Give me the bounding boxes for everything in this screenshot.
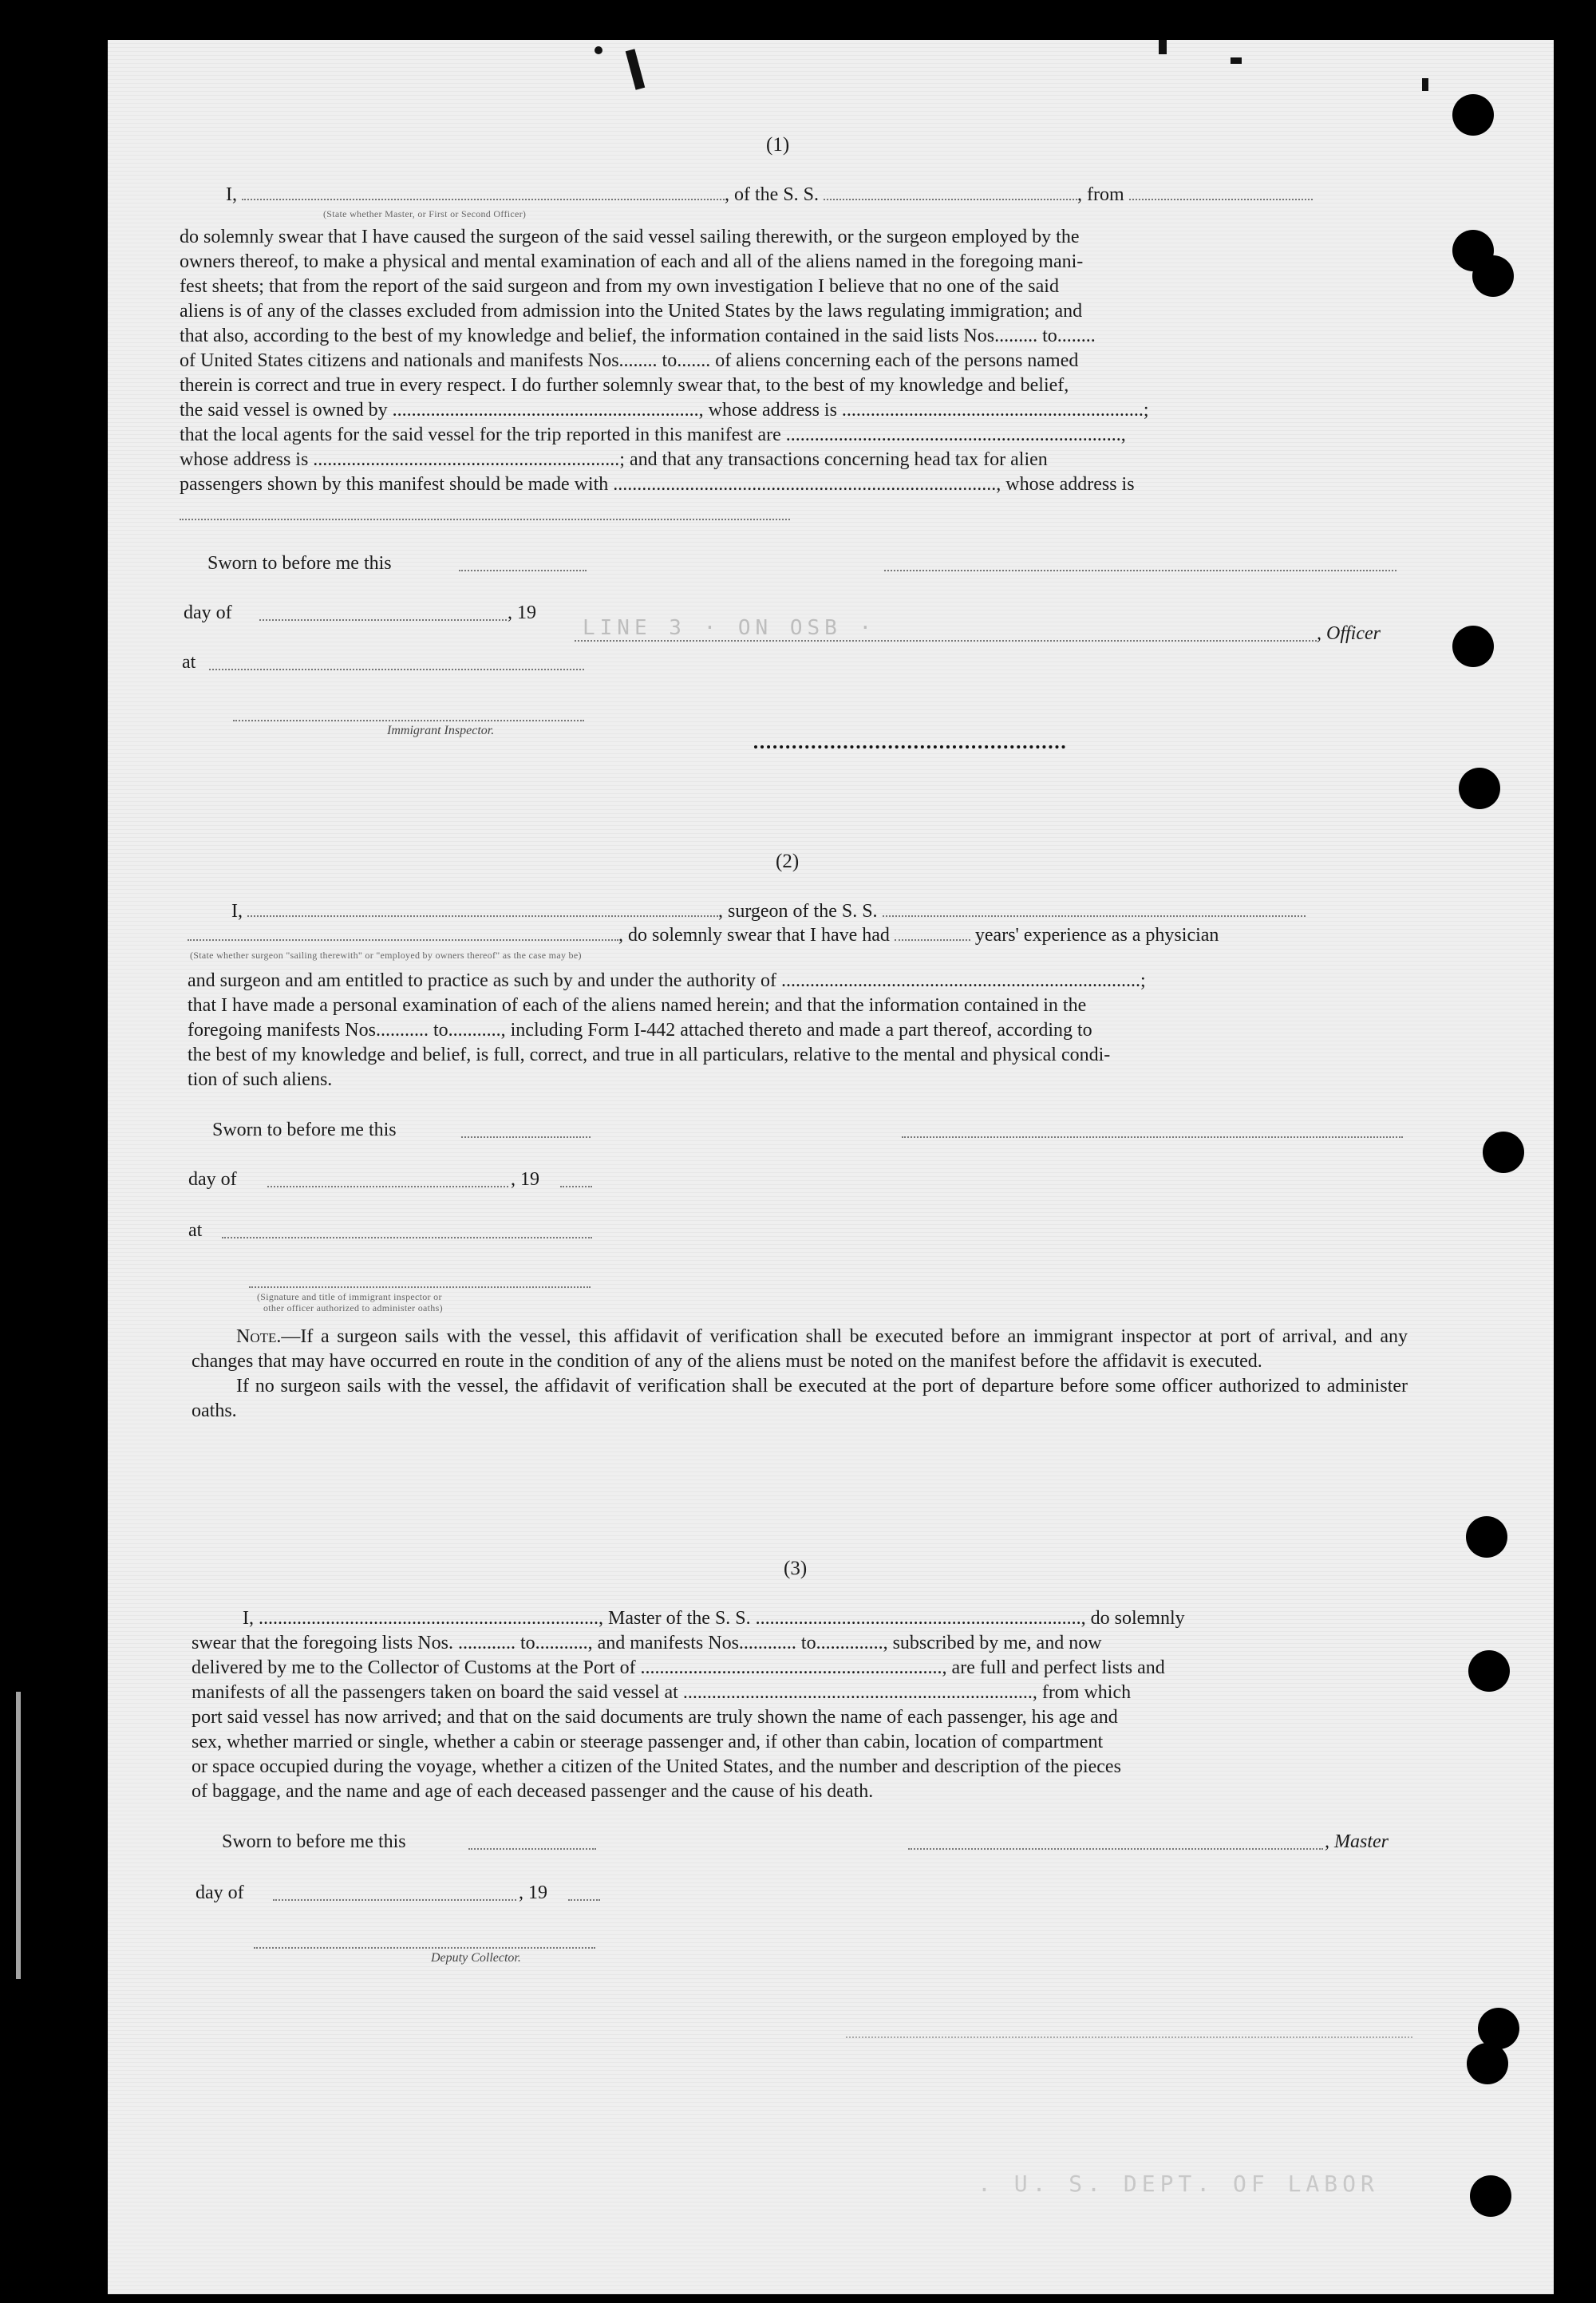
section-3-line: of baggage, and the name and age of each deceased passenger and the cause of his death. <box>192 1781 874 1802</box>
surgeon-vessel-field[interactable] <box>883 901 1306 917</box>
punch-hole <box>1466 1516 1507 1558</box>
oath-lead: I, <box>231 901 243 922</box>
section-1-line: aliens is of any of the classes excluded from admission into the United States by the laws regulating immigration; and <box>180 301 1083 322</box>
sworn-label: Sworn to before me this <box>222 1831 406 1852</box>
month-field[interactable] <box>267 1176 508 1187</box>
section-3-line: or space occupied during the voyage, whether a citizen of the United States, and the number and description of the pieces <box>192 1756 1121 1777</box>
section-1-line: passengers shown by this manifest should be made with ................................................................................, whose address is <box>180 474 1135 495</box>
section-1-body <box>180 225 1399 497</box>
ink-speck <box>1422 78 1428 91</box>
stamp-text: . U. S. DEPT. OF LABOR <box>978 2171 1379 2197</box>
section-3-line: swear that the foregoing lists Nos. ............ to..........., and manifests Nos............ to.............., subscribed by me, and now <box>192 1633 1102 1653</box>
section-3-line: I, ......................................................................., Master of the S. S. ...................................................................., do solemnly <box>243 1608 1185 1629</box>
experience-text: years' experience as a physician <box>974 925 1219 946</box>
section-3-body <box>192 1606 1412 1804</box>
punch-hole <box>1468 1650 1510 1692</box>
inspector-signature-line[interactable] <box>233 710 584 721</box>
at-label: at <box>188 1220 203 1241</box>
master-label <box>1325 1829 1389 1855</box>
section-3-line: sex, whether married or single, whether a cabin or steerage passenger and, if other than cabin, location of compartment <box>192 1732 1104 1752</box>
section-2-line: tion of such aliens. <box>188 1069 333 1090</box>
punch-hole <box>1459 768 1500 809</box>
note-label: Note. <box>236 1326 282 1347</box>
section-1-line: that the local agents for the said vessel for the trip reported in this manifest are ......................................................................, <box>180 425 1126 445</box>
section-2-oath-line <box>231 899 1306 924</box>
punch-hole <box>1483 1132 1524 1173</box>
section-1-line: fest sheets; that from the report of the said surgeon and from my own investigation I believe that no one of the said <box>180 276 1059 297</box>
collector-signature-line[interactable] <box>254 1938 595 1949</box>
section-2-number: (2) <box>776 851 800 872</box>
officer-line[interactable] <box>575 630 1317 642</box>
section-1-line: owners thereof, to make a physical and mental examination of each and all of the aliens named in the foregoing mani- <box>180 251 1084 272</box>
swear-text: , do solemnly swear that I have had <box>618 925 890 946</box>
section-3-number: (3) <box>784 1558 808 1579</box>
from-label: , from <box>1077 184 1124 205</box>
ink-speck <box>16 1692 21 1979</box>
section-2-swear-line <box>188 922 1219 948</box>
section-3-line: delivered by me to the Collector of Customs at the Port of ..............................................................., are full and perfect lists and <box>192 1657 1165 1678</box>
surgeon-type-caption: (State whether surgeon "sailing therewith" or "employed by owners thereof" as the case may be) <box>190 950 582 961</box>
section-1-line: the said vessel is owned by ................................................................, whose address is ...............................................................; <box>180 400 1149 421</box>
section-1-line: that also, according to the best of my knowledge and belief, the information contained in the said lists Nos......... to........ <box>180 326 1096 346</box>
collector-caption: Deputy Collector. <box>431 1951 521 1965</box>
at-place-field[interactable] <box>209 659 584 670</box>
officer-signature-line[interactable] <box>884 559 1396 571</box>
punch-hole <box>1472 255 1514 297</box>
stamp-text: LINE 3 · ON OSB · <box>583 616 877 640</box>
note-block <box>192 1325 1408 1424</box>
year-label: , 19 <box>511 1169 539 1190</box>
bottom-rule <box>846 2036 1412 2038</box>
note-text-1: —If a surgeon sails with the vessel, this affidavit of verification shall be executed before an immigrant inspector at port of arrival, and any changes that may have occurred en route in the condition of any of the aliens must be noted on the manifest before the affidavit is executed. <box>192 1326 1408 1372</box>
sworn-label: Sworn to before me this <box>212 1120 397 1140</box>
surgeon-type-field[interactable] <box>188 925 618 941</box>
surgeon-signature-line[interactable] <box>902 1127 1403 1138</box>
signature-caption-line-2: other officer authorized to administer oaths) <box>263 1302 443 1313</box>
sworn-day-field[interactable] <box>461 1127 591 1138</box>
punch-hole <box>1467 2043 1508 2084</box>
section-1-line: therein is correct and true in every respect. I do further solemnly swear that, to the best of my knowledge and belief, <box>180 375 1069 396</box>
inspector-caption: Immigrant Inspector. <box>387 724 495 737</box>
officer-rank-field[interactable] <box>242 184 725 200</box>
signature-caption-line-1: (Signature and title of immigrant inspector or <box>257 1291 442 1302</box>
ink-speck <box>595 46 602 54</box>
officer-rank-caption: (State whether Master, or First or Second Officer) <box>323 208 527 219</box>
section-2-line: and surgeon and am entitled to practice as such by and under the authority of ...........................................................................; <box>188 970 1146 991</box>
year-field[interactable] <box>568 1890 600 1901</box>
surgeon-name-field[interactable] <box>247 901 718 917</box>
section-1-line: of United States citizens and nationals and manifests Nos........ to....... of aliens concerning each of the persons named <box>180 350 1079 371</box>
section-2-line: foregoing manifests Nos........... to..........., including Form I-442 attached thereto and made a part thereof, according to <box>188 1020 1092 1041</box>
year-field[interactable] <box>560 1176 592 1187</box>
note-paragraph-1 <box>192 1325 1408 1374</box>
section-2-body <box>188 969 1404 1092</box>
section-3-line: manifests of all the passengers taken on board the said vessel at ........................................................................., from which <box>192 1682 1132 1703</box>
ink-speck <box>1231 57 1242 64</box>
sworn-day-field[interactable] <box>459 559 587 571</box>
section-1-oath-line <box>226 182 1313 207</box>
vessel-label: , of the S. S. <box>725 184 820 205</box>
at-label: at <box>182 652 196 673</box>
section-1-line: whose address is ................................................................; and that any transactions concerning head tax for alien <box>180 449 1048 470</box>
vessel-name-field[interactable] <box>824 184 1077 200</box>
inspector-signature-line[interactable] <box>249 1277 591 1288</box>
year-label: , 19 <box>508 602 536 623</box>
master-label-text: , Master <box>1325 1831 1389 1852</box>
day-of-label: day of <box>188 1169 237 1190</box>
year-label: , 19 <box>519 1882 547 1903</box>
sworn-label: Sworn to before me this <box>207 553 392 574</box>
punch-hole <box>1452 94 1494 136</box>
officer-label <box>1317 621 1381 646</box>
at-place-field[interactable] <box>222 1227 592 1238</box>
day-of-label: day of <box>196 1882 244 1903</box>
address-continuation-field[interactable] <box>180 511 790 520</box>
surgeon-label: , surgeon of the S. S. <box>718 901 878 922</box>
section-3-line: port said vessel has now arrived; and that on the said documents are truly shown the name of each passenger, his age and <box>192 1707 1118 1728</box>
section-1-line: do solemnly swear that I have caused the surgeon of the said vessel sailing therewith, or the surgeon employed by the <box>180 227 1080 247</box>
oath-lead: I, <box>226 184 237 205</box>
day-of-label: day of <box>184 602 232 623</box>
sworn-day-field[interactable] <box>468 1839 596 1850</box>
section-2-line: the best of my knowledge and belief, is full, correct, and true in all particulars, relative to the mental and physical condi- <box>188 1045 1111 1065</box>
month-field[interactable] <box>273 1890 516 1901</box>
month-field[interactable] <box>259 610 507 621</box>
years-field[interactable] <box>895 925 970 941</box>
stamp-dots <box>754 745 1065 749</box>
section-2-line: that I have made a personal examination of each of the aliens named herein; and that the information contained in the <box>188 995 1087 1016</box>
section-1-number: (1) <box>766 134 790 156</box>
note-paragraph-2: If no surgeon sails with the vessel, the affidavit of verification shall be executed at the port of departure before some officer authorized to administer oaths. <box>192 1376 1408 1421</box>
ink-speck <box>1159 40 1167 54</box>
punch-hole <box>1452 626 1494 667</box>
from-port-field[interactable] <box>1129 184 1313 200</box>
master-signature-line[interactable] <box>908 1839 1323 1850</box>
punch-hole <box>1470 2175 1511 2217</box>
officer-label-text: , Officer <box>1317 623 1381 644</box>
